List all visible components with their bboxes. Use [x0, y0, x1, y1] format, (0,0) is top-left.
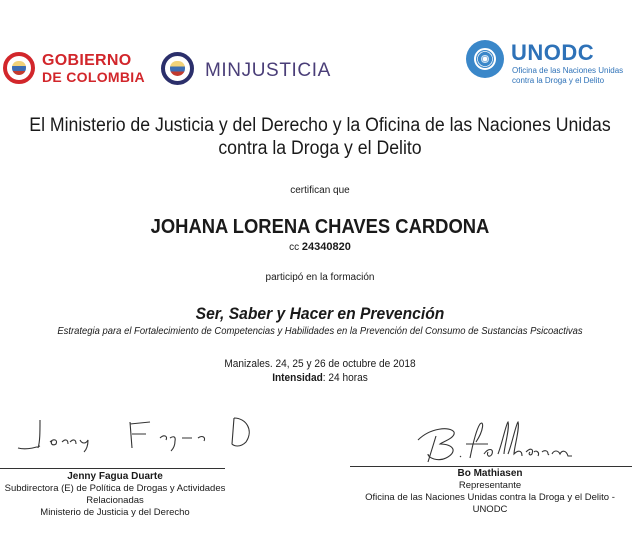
unodc-subtitle-line1: Oficina de las Naciones Unidas	[512, 66, 624, 75]
heading-line1: El Ministerio de Justicia y del Derecho y la Oficina de las Naciones Unidas	[29, 115, 611, 136]
participation-text: participó en la formación	[265, 272, 375, 283]
recipient-id	[0, 241, 640, 253]
un-emblem-icon	[466, 40, 504, 78]
signature-line-right	[350, 466, 632, 467]
unodc-subtitle-line2: contra la Droga y el Delito	[512, 76, 605, 85]
signatory-title: Subdirectora (E) de Política de Drogas y Actividades Relacionadas	[4, 483, 226, 506]
signatory-name: Bo Mathiasen	[457, 468, 523, 479]
unodc-logo-subtitle	[512, 66, 623, 86]
id-number: 24340820	[301, 241, 351, 253]
signatory-name: Jenny Fagua Duarte	[67, 471, 163, 482]
id-prefix: cc	[289, 242, 300, 253]
intensity-label: Intensidad	[272, 372, 323, 384]
heading-line2: contra la Droga y el Delito	[218, 138, 422, 159]
intensity-value: : 24 horas	[322, 372, 368, 384]
recipient-name: JOHANA LORENA CHAVES CARDONA	[150, 216, 490, 238]
course-title: Ser, Saber y Hacer en Prevención	[195, 304, 445, 323]
signatory-organization-acronym: UNODC	[472, 504, 508, 515]
course-subtitle: Estrategia para el Fortalecimiento de Competencias y Habilidades en la Prevención del Consumo de Sustancias Psicoactivas	[57, 325, 583, 337]
signature-line-left	[0, 468, 225, 469]
signatory-block-left	[0, 471, 230, 519]
gobierno-logo-line1: GOBIERNO	[42, 52, 132, 69]
certify-text: certifican que	[290, 185, 350, 196]
place-date: Manizales. 24, 25 y 26 de octubre de 2018	[224, 358, 416, 370]
gobierno-de-colombia-logo	[42, 53, 145, 85]
unodc-logo-title: UNODC	[511, 40, 595, 65]
minjusticia-seal-icon	[161, 52, 194, 85]
signatory-organization: Oficina de las Naciones Unidas contra la Droga y el Delito -	[365, 492, 615, 503]
colombia-coat-of-arms-icon	[3, 52, 35, 84]
minjusticia-logo: MINJUSTICIA	[205, 60, 331, 81]
intensity	[26, 372, 615, 384]
certificate-heading	[22, 114, 617, 160]
signatory-title: Representante	[458, 480, 522, 491]
signature-jenny-fagua	[10, 412, 260, 457]
signature-bo-mathiasen	[410, 418, 590, 466]
signatory-organization: Ministerio de Justicia y del Derecho	[40, 507, 190, 518]
signatory-block-right	[340, 468, 640, 516]
gobierno-logo-line2: DE COLOMBIA	[42, 69, 145, 85]
